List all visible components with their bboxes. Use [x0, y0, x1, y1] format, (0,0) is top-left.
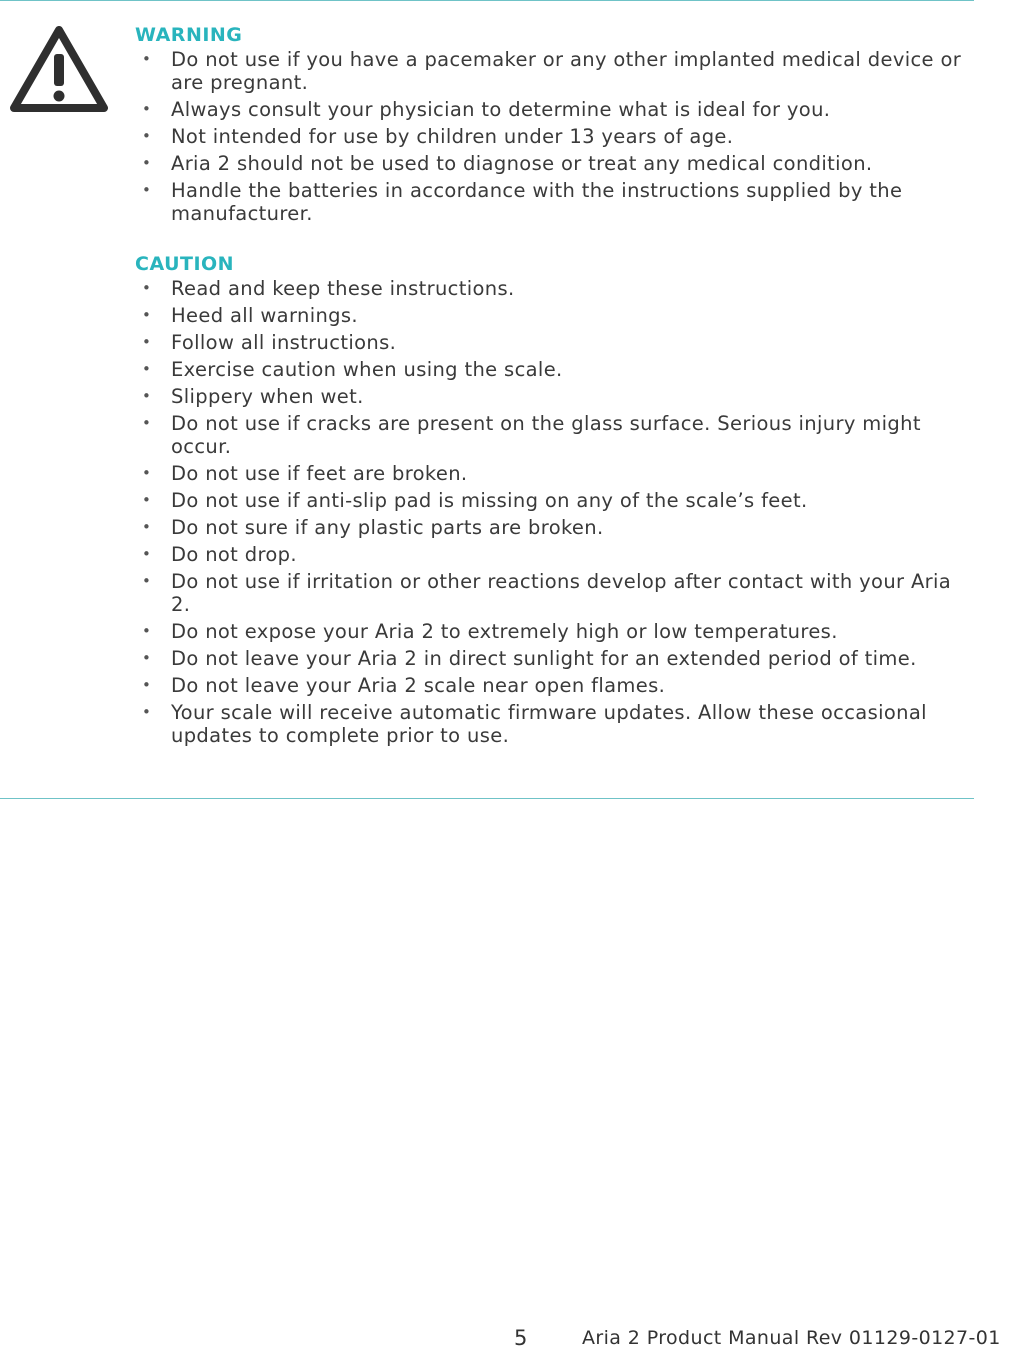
list-item-text: Do not leave your Aria 2 scale near open flames. — [171, 674, 666, 697]
list-item — [135, 125, 965, 148]
bullet: • — [142, 306, 152, 324]
list-item-text: Follow all instructions. — [171, 331, 397, 354]
bottom-divider — [0, 798, 974, 799]
list-item — [135, 489, 965, 512]
list-item-text: Do not use if cracks are present on the glass surface. Serious injury might occur. — [171, 412, 921, 458]
list-item-text: Do not use if you have a pacemaker or any other implanted medical device or are pregnant. — [171, 48, 962, 94]
list-item — [135, 412, 965, 458]
list-item — [135, 701, 965, 747]
bullet: • — [142, 676, 152, 694]
list-item — [135, 462, 965, 485]
top-divider — [0, 0, 974, 1]
list-item-text: Do not expose your Aria 2 to extremely high or low temperatures. — [171, 620, 838, 643]
bullet: • — [142, 649, 152, 667]
bullet: • — [142, 333, 152, 351]
list-item-text: Handle the batteries in accordance with the instructions supplied by the manufacturer. — [171, 179, 903, 225]
bullet: • — [142, 572, 152, 590]
bullet: • — [142, 414, 152, 432]
list-item — [135, 304, 965, 327]
list-item — [135, 277, 965, 300]
list-item-text: Do not leave your Aria 2 in direct sunlight for an extended period of time. — [171, 647, 917, 670]
list-item-text: Heed all warnings. — [171, 304, 358, 327]
bullet: • — [142, 181, 152, 199]
list-item — [135, 98, 965, 121]
list-item — [135, 358, 965, 381]
bullet: • — [142, 545, 152, 563]
bullet: • — [142, 387, 152, 405]
list-item-text: Do not use if anti-slip pad is missing on any of the scale’s feet. — [171, 489, 808, 512]
list-item — [135, 543, 965, 566]
bullet: • — [142, 464, 152, 482]
bullet: • — [142, 518, 152, 536]
list-item — [135, 48, 965, 94]
warning-list — [135, 48, 965, 225]
list-item-text: Do not use if feet are broken. — [171, 462, 468, 485]
warning-triangle-icon — [10, 26, 108, 114]
list-item — [135, 385, 965, 408]
bullet: • — [142, 127, 152, 145]
bullet: • — [142, 100, 152, 118]
warning-heading: WARNING — [135, 24, 243, 46]
list-item — [135, 179, 965, 225]
list-item-text: Slippery when wet. — [171, 385, 364, 408]
list-item — [135, 647, 965, 670]
list-item-text: Read and keep these instructions. — [171, 277, 515, 300]
caution-heading: CAUTION — [135, 253, 235, 275]
caution-list — [135, 277, 965, 747]
list-item-text: Aria 2 should not be used to diagnose or treat any medical condition. — [171, 152, 873, 175]
list-item — [135, 152, 965, 175]
bullet: • — [142, 622, 152, 640]
bullet: • — [142, 50, 152, 68]
safety-content — [135, 22, 965, 751]
bullet: • — [142, 279, 152, 297]
list-item — [135, 674, 965, 697]
list-item-text: Your scale will receive automatic firmware updates. Allow these occasional updates to complete prior to use. — [171, 701, 927, 747]
bullet: • — [142, 360, 152, 378]
list-item-text: Do not drop. — [171, 543, 297, 566]
page-number: 5 — [514, 1326, 528, 1350]
list-item — [135, 620, 965, 643]
list-item-text: Do not use if irritation or other reactions develop after contact with your Aria 2. — [171, 570, 952, 616]
list-item-text: Always consult your physician to determine what is ideal for you. — [171, 98, 831, 121]
bullet: • — [142, 154, 152, 172]
list-item — [135, 331, 965, 354]
footer-document-title: Aria 2 Product Manual Rev 01129-0127-01 — [582, 1327, 1001, 1349]
list-item-text: Do not sure if any plastic parts are broken. — [171, 516, 604, 539]
list-item-text: Exercise caution when using the scale. — [171, 358, 563, 381]
list-item — [135, 570, 965, 616]
bullet: • — [142, 703, 152, 721]
list-item — [135, 516, 965, 539]
list-item-text: Not intended for use by children under 13 years of age. — [171, 125, 734, 148]
bullet: • — [142, 491, 152, 509]
page-footer — [0, 1326, 1014, 1352]
